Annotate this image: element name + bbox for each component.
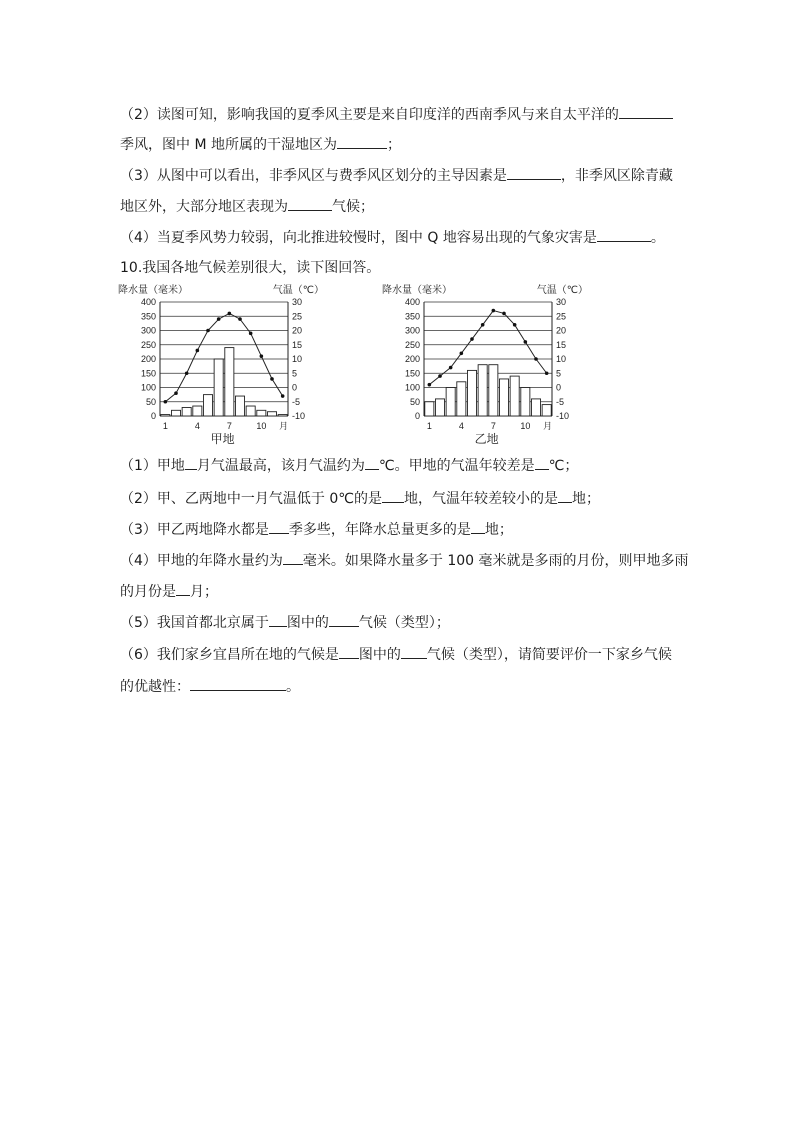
q10-s6-text-2: 气候（类型），请简要评价一下家乡气候 bbox=[426, 647, 672, 663]
q10-s3-text-0: （3）甲乙两地降水都是 bbox=[120, 522, 269, 538]
q9-part4-line bbox=[120, 227, 665, 248]
precipitation-bar bbox=[435, 399, 444, 416]
precipitation-bar bbox=[171, 410, 180, 416]
chart-title: 甲地 bbox=[210, 432, 235, 446]
temperature-point bbox=[228, 312, 232, 316]
climate-chart-yi bbox=[382, 282, 592, 456]
q10-s4-text-0: （4）甲地的年降水量约为 bbox=[120, 553, 283, 569]
y-tick-label-left: 200 bbox=[140, 354, 156, 364]
q9-part3-text-c: 地区外，大部分地区表现为 bbox=[120, 199, 288, 215]
y-tick-label-left: 100 bbox=[404, 382, 420, 393]
temperature-point bbox=[185, 371, 189, 375]
answer-blank[interactable] bbox=[471, 519, 485, 534]
q10-s5-text-0: （5）我国首都北京属于 bbox=[120, 615, 269, 631]
q9-part3-text-d: 气候； bbox=[332, 199, 374, 215]
y-tick-label-left: 50 bbox=[145, 396, 156, 407]
x-tick-label: 1 bbox=[162, 421, 168, 431]
q10-s1-text-2: ℃。甲地的气温年较差是 bbox=[378, 458, 535, 474]
temperature-line bbox=[165, 313, 282, 401]
q9-part2-line2 bbox=[120, 134, 401, 155]
q9-part3-text-b: ，非季风区除青藏 bbox=[560, 168, 673, 184]
precipitation-bar bbox=[225, 348, 234, 416]
chart-svg-jia bbox=[118, 282, 328, 452]
y-axis-title-right: 气温（℃） bbox=[536, 285, 588, 296]
q10-s6-text-0: （6）我们家乡宜昌所在地的气候是 bbox=[120, 647, 339, 663]
y-tick-label-right: 0 bbox=[556, 382, 562, 393]
answer-blank[interactable] bbox=[558, 488, 572, 503]
temperature-point bbox=[524, 340, 528, 344]
q10-s4-text-3: 月； bbox=[190, 584, 218, 600]
q9-part2-text-b: 季风，图中 M 地所属的干湿地区为 bbox=[120, 137, 337, 153]
answer-blank[interactable] bbox=[176, 581, 190, 596]
q10-s1-text-0: （1）甲地 bbox=[120, 458, 185, 474]
temperature-point bbox=[206, 329, 210, 333]
q9-part3-text-a: （3）从图中可以看出，非季风区与费季风区划分的主导因素是 bbox=[120, 168, 507, 184]
answer-blank[interactable] bbox=[535, 455, 549, 470]
precipitation-bar bbox=[235, 396, 244, 416]
chart-title: 乙地 bbox=[474, 432, 499, 446]
q10-sub4-line2 bbox=[120, 581, 218, 602]
q10-title-text: 10.我国各地气候差别很大，读下图回答。 bbox=[120, 260, 381, 276]
precipitation-bar bbox=[203, 395, 212, 416]
precipitation-bar bbox=[267, 412, 276, 416]
q9-part4-text-a: （4）当夏季风势力较弱，向北推进较慢时，图中 Q 地容易出现的气象灾害是 bbox=[120, 230, 597, 246]
q10-s2-text-2: 地； bbox=[572, 491, 600, 507]
q10-sub3 bbox=[120, 519, 513, 540]
y-tick-label-left: 100 bbox=[140, 382, 156, 393]
y-tick-label-right: 10 bbox=[556, 354, 567, 364]
precipitation-bar bbox=[457, 382, 466, 416]
q10-s2-text-0: （2）甲、乙两地中一月气温低于 0℃的是 bbox=[120, 491, 382, 507]
x-axis-unit: 月 bbox=[543, 421, 553, 431]
q10-sub2 bbox=[120, 488, 600, 509]
y-tick-label-right: 25 bbox=[292, 311, 303, 322]
y-tick-label-right: -5 bbox=[556, 396, 565, 407]
y-tick-label-right: -5 bbox=[292, 396, 301, 407]
q10-s4-text-1: 毫米。如果降水量多于 100 毫米就是多雨的月份，则甲地多雨 bbox=[302, 553, 689, 569]
q10-sub6-line2 bbox=[120, 676, 300, 697]
q10-sub6-line1 bbox=[120, 644, 672, 665]
x-tick-label: 7 bbox=[226, 421, 232, 431]
temperature-point bbox=[502, 312, 506, 316]
temperature-point bbox=[481, 323, 485, 327]
temperature-point bbox=[513, 323, 517, 327]
q10-sub1 bbox=[120, 455, 578, 476]
answer-blank[interactable] bbox=[283, 550, 303, 565]
x-tick-label: 4 bbox=[194, 421, 200, 431]
temperature-point bbox=[238, 317, 242, 321]
y-tick-label-right: 0 bbox=[292, 382, 298, 393]
temperature-point bbox=[270, 377, 274, 381]
q10-s6-text-4: 。 bbox=[286, 679, 300, 695]
precipitation-bar bbox=[425, 402, 434, 416]
q10-s6-text-1: 图中的 bbox=[358, 647, 401, 663]
q10-title bbox=[120, 258, 380, 278]
answer-blank[interactable] bbox=[190, 676, 286, 691]
temperature-point bbox=[196, 349, 200, 353]
x-tick-label: 7 bbox=[490, 421, 496, 431]
precipitation-bar bbox=[478, 365, 487, 416]
q10-s5-text-2: 气候（类型）； bbox=[358, 615, 450, 631]
y-axis-title-right: 气温（℃） bbox=[272, 285, 324, 296]
temperature-point bbox=[428, 383, 432, 387]
y-tick-label-right: 25 bbox=[556, 311, 567, 322]
y-tick-label-left: 350 bbox=[404, 311, 420, 322]
precipitation-bar bbox=[542, 405, 551, 416]
temperature-point bbox=[545, 371, 549, 375]
q10-s1-text-1: 月气温最高，该月气温约为 bbox=[196, 458, 365, 474]
y-tick-label-left: 250 bbox=[140, 339, 156, 350]
precipitation-bar bbox=[161, 415, 170, 416]
y-tick-label-right: 30 bbox=[292, 297, 303, 307]
answer-blank[interactable] bbox=[337, 134, 387, 149]
x-tick-label: 10 bbox=[520, 421, 531, 431]
temperature-point bbox=[281, 394, 285, 398]
y-tick-label-right: 10 bbox=[292, 354, 303, 364]
x-tick-label: 1 bbox=[426, 421, 432, 431]
q10-s4-text-2: 的月份是 bbox=[120, 584, 176, 600]
q10-s3-text-2: 地； bbox=[484, 522, 513, 538]
y-tick-label-right: 15 bbox=[292, 339, 303, 350]
q9-part2-line1 bbox=[120, 104, 673, 125]
answer-blank[interactable] bbox=[597, 227, 651, 242]
y-tick-label-right: 5 bbox=[292, 368, 298, 379]
y-tick-label-left: 50 bbox=[409, 396, 420, 407]
precipitation-bar bbox=[182, 407, 191, 416]
precipitation-bar bbox=[214, 359, 223, 416]
y-tick-label-right: 20 bbox=[292, 325, 303, 336]
precipitation-bar bbox=[531, 399, 540, 416]
precipitation-bar bbox=[193, 406, 202, 416]
q10-s2-text-1: 地，气温年较差较小的是 bbox=[404, 491, 558, 507]
precipitation-bar bbox=[278, 415, 287, 416]
precipitation-bar bbox=[521, 388, 530, 417]
answer-blank[interactable] bbox=[339, 644, 359, 659]
answer-blank[interactable] bbox=[329, 612, 359, 627]
q10-s5-text-1: 图中的 bbox=[286, 615, 329, 631]
climate-chart-jia bbox=[118, 282, 328, 456]
y-tick-label-left: 150 bbox=[140, 368, 156, 379]
y-tick-label-left: 400 bbox=[140, 297, 156, 307]
y-tick-label-left: 250 bbox=[404, 339, 420, 350]
temperature-point bbox=[174, 391, 178, 395]
temperature-point bbox=[164, 400, 168, 404]
precipitation-bar bbox=[446, 388, 455, 417]
y-tick-label-left: 0 bbox=[150, 411, 156, 421]
y-tick-label-right: -10 bbox=[292, 411, 306, 421]
temperature-point bbox=[260, 354, 264, 358]
q10-sub4-line1 bbox=[120, 550, 689, 571]
temperature-point bbox=[249, 332, 253, 336]
y-tick-label-right: -10 bbox=[556, 411, 570, 421]
temperature-point bbox=[470, 337, 474, 341]
y-tick-label-left: 400 bbox=[404, 297, 420, 307]
answer-blank[interactable] bbox=[269, 612, 287, 627]
precipitation-bar bbox=[257, 410, 266, 416]
answer-blank[interactable] bbox=[382, 488, 404, 503]
y-axis-title-left: 降水量（毫米） bbox=[382, 285, 452, 296]
q10-sub5 bbox=[120, 612, 450, 633]
y-tick-label-left: 150 bbox=[404, 368, 420, 379]
answer-blank[interactable] bbox=[269, 519, 289, 534]
temperature-point bbox=[492, 309, 496, 313]
q10-s3-text-1: 季多些，年降水总量更多的是 bbox=[288, 522, 471, 538]
q9-part3-line2 bbox=[120, 196, 374, 217]
x-tick-label: 4 bbox=[458, 421, 464, 431]
chart-svg-yi bbox=[382, 282, 592, 452]
y-axis-title-left: 降水量（毫米） bbox=[118, 285, 188, 296]
punctuation: 。 bbox=[650, 230, 665, 246]
answer-blank[interactable] bbox=[288, 196, 332, 211]
y-tick-label-left: 300 bbox=[404, 325, 420, 336]
y-tick-label-right: 5 bbox=[556, 368, 562, 379]
y-tick-label-right: 20 bbox=[556, 325, 567, 336]
temperature-point bbox=[534, 357, 538, 361]
answer-blank[interactable] bbox=[401, 644, 427, 659]
y-tick-label-right: 15 bbox=[556, 339, 567, 350]
precipitation-bar bbox=[489, 365, 498, 416]
y-tick-label-right: 30 bbox=[556, 297, 567, 307]
answer-blank[interactable] bbox=[619, 104, 673, 119]
precipitation-bar bbox=[510, 376, 519, 416]
y-tick-label-left: 0 bbox=[414, 411, 420, 421]
temperature-point bbox=[217, 317, 221, 321]
precipitation-bar bbox=[499, 379, 508, 416]
punctuation: ； bbox=[386, 137, 401, 153]
temperature-point bbox=[449, 366, 453, 370]
q9-part2-text-a: （2）读图可知，影响我国的夏季风主要是来自印度洋的西南季风与来自太平洋的 bbox=[120, 107, 619, 123]
answer-blank[interactable] bbox=[365, 455, 379, 470]
temperature-point bbox=[438, 374, 442, 378]
q10-s6-text-3: 的优越性： bbox=[120, 679, 190, 695]
answer-blank[interactable] bbox=[507, 165, 561, 180]
y-tick-label-left: 200 bbox=[404, 354, 420, 364]
x-axis-unit: 月 bbox=[279, 421, 289, 431]
precipitation-bar bbox=[467, 370, 476, 416]
precipitation-bar bbox=[246, 406, 255, 416]
q9-part3-line1 bbox=[120, 165, 673, 186]
q10-s1-text-3: ℃； bbox=[548, 458, 579, 474]
answer-blank[interactable] bbox=[185, 455, 197, 470]
y-tick-label-left: 300 bbox=[140, 325, 156, 336]
temperature-point bbox=[460, 352, 464, 356]
x-tick-label: 10 bbox=[256, 421, 267, 431]
y-tick-label-left: 350 bbox=[140, 311, 156, 322]
